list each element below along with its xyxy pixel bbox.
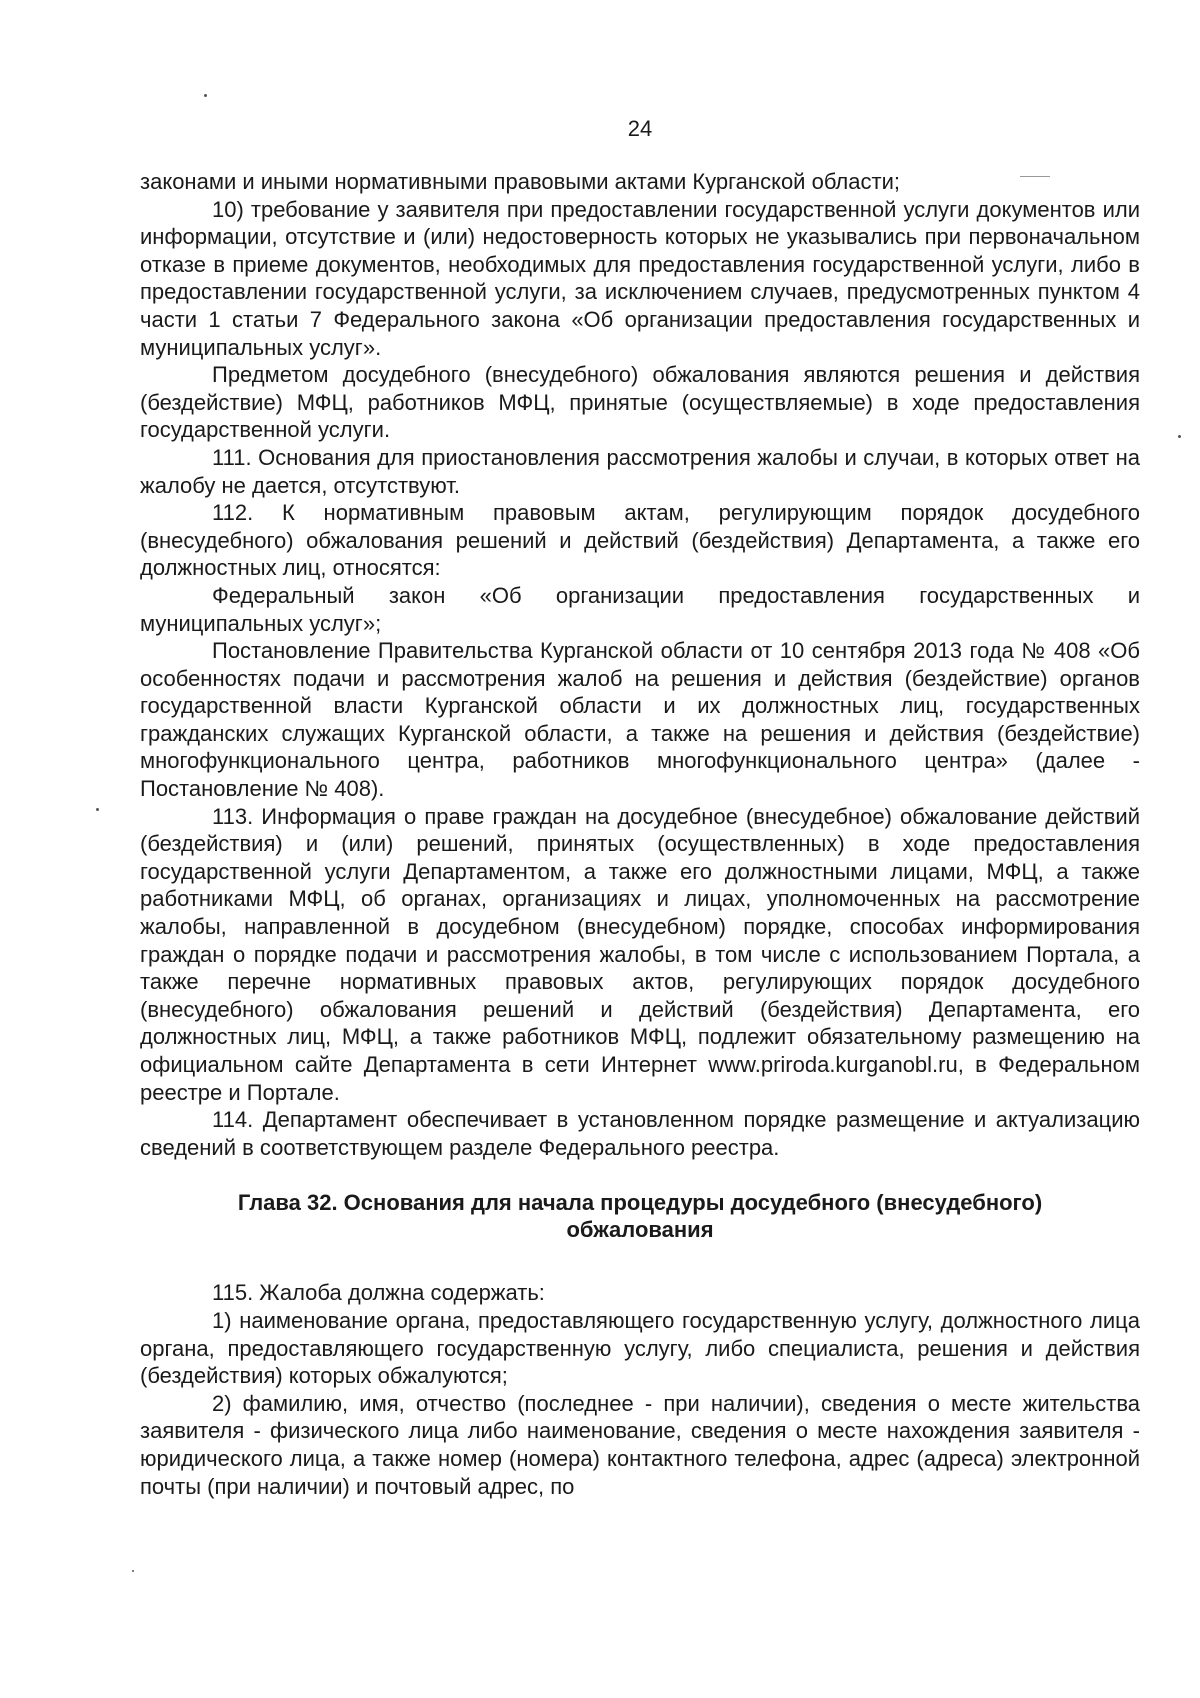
scan-speck <box>96 808 99 811</box>
paragraph-federal-law: Федеральный закон «Об организации предоставления государственных и муниципальных услуг»; <box>140 582 1140 636</box>
scan-speck <box>1020 176 1050 177</box>
paragraph-subject-of-appeal: Предметом досудебного (внесудебного) обжалования являются решения и действия (бездействие) МФЦ, работников МФЦ, принятые (осуществляемые) в ходе предоставления государственной услуги. <box>140 362 1140 443</box>
scan-speck <box>204 94 207 97</box>
chapter-title-line2: обжалования <box>566 1217 714 1243</box>
paragraph-115: 115. Жалоба должна содержать: <box>212 1280 545 1306</box>
paragraph-continuation: законами и иными нормативными правовыми актами Курганской области; <box>140 169 900 194</box>
paragraph-111: 111. Основания для приостановления рассмотрения жалобы и случаи, в которых ответ на жалобу не дается, отсутствуют. <box>140 444 1140 498</box>
paragraph-115-item-1: 1) наименование органа, предоставляющего государственную услугу, должностного лица органа, предоставляющего государственную услугу, либо специалиста, решения и действия (бездействия) которых обжалуются; <box>140 1307 1140 1389</box>
paragraph-112: 112. К нормативным правовым актам, регулирующим порядок досудебного (внесудебного) обжалования решений и действий (бездействия) Департамента, а также его должностных лиц, относятся: <box>140 500 1140 581</box>
paragraph-item-10: 10) требование у заявителя при предоставлении государственной услуги документов или информации, отсутствие и (или) недостоверность которых не указывались при первоначальном отказе в приеме документов, необходимых для предоставления государственной услуги, либо в предоставлении государственной услуги, за исключением случаев, предусмотренных пунктом 4 части 1 статьи 7 Федерального закона «Об организации предоставления государственных и муниципальных услуг». <box>140 196 1140 360</box>
scan-speck <box>132 1570 134 1572</box>
paragraph-115-item-2: 2) фамилию, имя, отчество (последнее - при наличии), сведения о месте жительства заявителя - физического лица либо наименование, сведения о месте нахождения заявителя - юридического лица, а также номер (номера) контактного телефона, адрес (адреса) электронной почты (при наличии) и почтовый адрес, по <box>140 1390 1140 1499</box>
paragraph-resolution-408: Постановление Правительства Курганской области от 10 сентября 2013 года № 408 «Об особенностях подачи и рассмотрения жалоб на решения и действия (бездействие) органов государственной власти Курганской области и их должностных лиц, государственных гражданских служащих Курганской области, а также на решения и действия (бездействие) многофункционального центра, работников многофункционального центра» (далее - Постановление № 408). <box>140 638 1140 802</box>
chapter-title-line1: Глава 32. Основания для начала процедуры досудебного (внесудебного) <box>237 1190 1043 1216</box>
paragraph-114: 114. Департамент обеспечивает в установленном порядке размещение и актуализацию сведений в соответствующем разделе Федерального реестра. <box>140 1107 1140 1160</box>
document-body <box>140 168 1140 1500</box>
paragraph-113: 113. Информация о праве граждан на досудебное (внесудебное) обжалование действий (бездействия) и (или) решений, принятых (осуществленных) в ходе предоставления государственной услуги Департаментом, а также его должностными лицами, МФЦ, а также работниками МФЦ, об органах, организациях и лицах, уполномоченных на рассмотрение жалобы, направленной в досудебном (внесудебном) порядке, способах информирования граждан о порядке подачи и рассмотрения жалобы, в том числе с использованием Портала, а также перечне нормативных правовых актов, регулирующих порядок досудебного (внесудебного) обжалования решений и действий (бездействия) Департамента, его должностных лиц, МФЦ, а также работников МФЦ, подлежит обязательному размещению на официальном сайте Департамента в сети Интернет www.priroda.kurganobl.ru, в Федеральном реестре и Портале. <box>140 803 1140 1105</box>
scan-speck <box>1178 435 1181 438</box>
chapter-title <box>140 1189 1140 1243</box>
page-number: 24 <box>627 116 653 141</box>
